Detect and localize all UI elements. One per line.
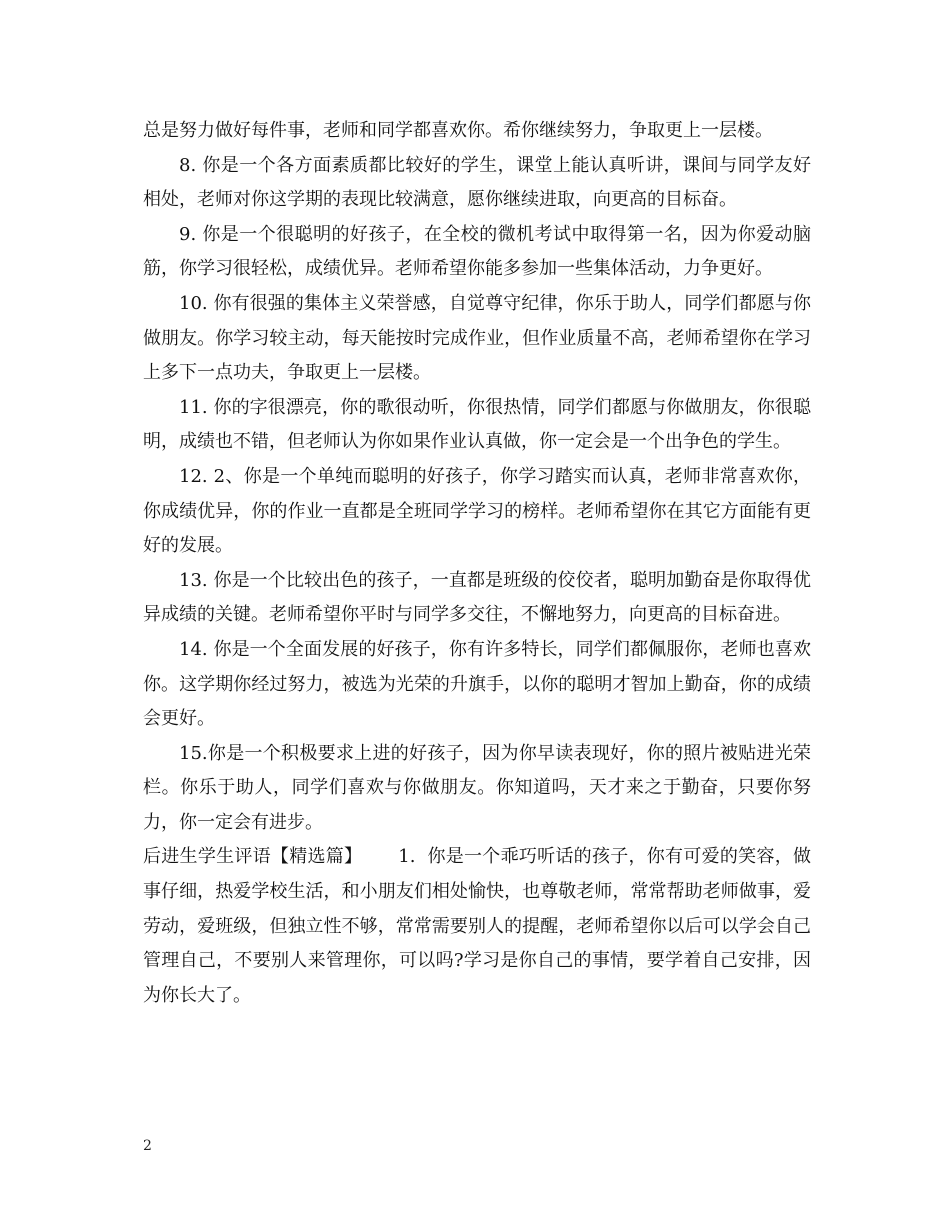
paragraph-comment-15: 15.你是一个积极要求上进的好孩子，因为你早读表现好，你的照片被贴进光荣栏。你乐于助人，同学们喜欢与你做朋友。你知道吗，天才来之于勤奋，只要你努力，你一定会有进步。 [143,742,811,833]
paragraph-comment-11: 11. 你的字很漂亮，你的歌很动听，你很热情，同学们都愿与你做朋友，你很聪明，成绩也不错，但老师认为你如果作业认真做，你一定会是一个出争色的学生。 [143,396,811,453]
paragraph-comment-13: 13. 你是一个比较出色的孩子，一直都是班级的佼佼者，聪明加勤奋是你取得优异成绩的关键。老师希望你平时与同学多交往，不懈地努力，向更高的目标奋进。 [143,569,811,626]
paragraph-section-heading: 后进生学生评语【精选篇】 1. 你是一个乖巧听话的孩子，你有可爱的笑容，做事仔细，热爱学校生活，和小朋友们相处愉快，也尊敬老师，常常帮助老师做事，爱劳动，爱班级，但独立性不够，常常需要别人的提醒，老师希望你以后可以学会自己管理自己，不要别人来管理你，可以吗?学习是你自己的事情，要学着自己安排，因为你长大了。 [143,846,811,1006]
document-body [143,114,811,1013]
paragraph-comment-14: 14. 你是一个全面发展的好孩子，你有许多特长，同学们都佩服你，老师也喜欢你。这学期你经过努力，被选为光荣的升旗手，以你的聪明才智加上勤奋，你的成绩会更好。 [143,638,811,730]
paragraph-continuation: 总是努力做好每件事，老师和同学都喜欢你。希你继续努力，争取更上一层楼。 [143,120,773,141]
paragraph-comment-12: 12. 2、你是一个单纯而聪明的好孩子，你学习踏实而认真，老师非常喜欢你，你成绩优异，你的作业一直都是全班同学学习的榜样。老师希望你在其它方面能有更好的发展。 [143,465,811,557]
page-number: 2 [143,1138,152,1154]
paragraph-comment-8: 8. 你是一个各方面素质都比较好的学生，课堂上能认真听讲，课间与同学友好相处，老师对你这学期的表现比较满意，愿你继续进取，向更高的目标奋。 [143,154,811,211]
paragraph-comment-9: 9. 你是一个很聪明的好孩子，在全校的微机考试中取得第一名，因为你爱动脑筋，你学习很轻松，成绩优异。老师希望你能多参加一些集体活动，力争更好。 [143,223,811,280]
paragraph-comment-10: 10. 你有很强的集体主义荣誉感，自觉尊守纪律，你乐于助人，同学们都愿与你做朋友。你学习较主动，每天能按时完成作业，但作业质量不高，老师希望你在学习上多下一点功夫，争取更上一层楼。 [143,292,811,384]
